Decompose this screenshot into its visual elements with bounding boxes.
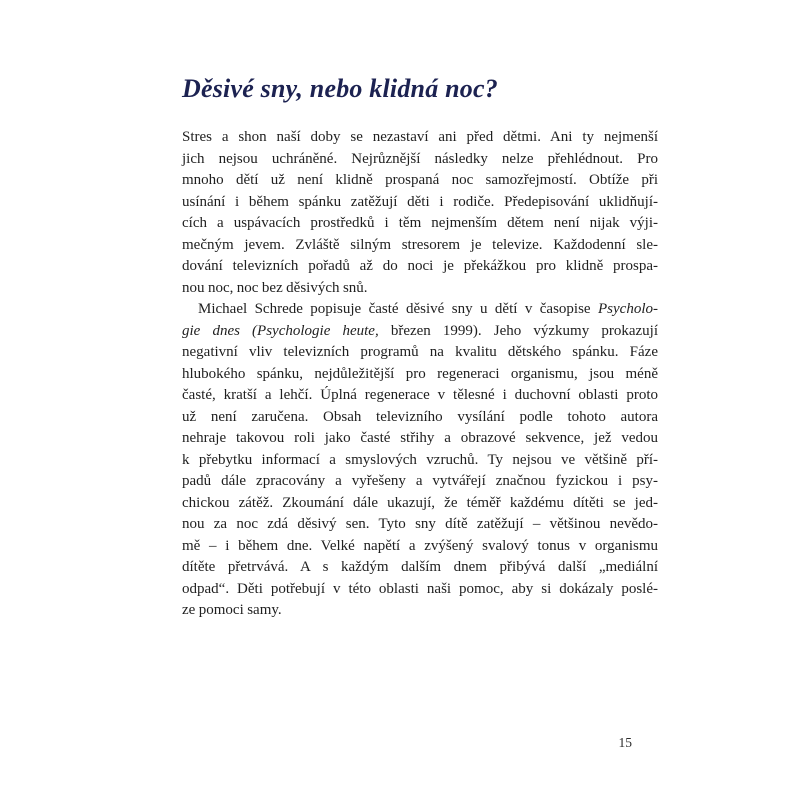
text-line: časté, kratší a lehčí. Úplná regenerace v tělesné i duchovní oblasti proto xyxy=(182,387,658,403)
text-line: jich nejsou uchráněné. Nejrůznější následky nelze přehlédnout. Pro xyxy=(182,150,658,167)
text-line: k přebytku informací a smyslových vzruchů. Ty nejsou ve většině pří- xyxy=(182,451,658,468)
text-line: hlubokého spánku, nejdůležitější pro regeneraci organismu, jsou méně xyxy=(182,365,658,382)
text-line: usínání i během spánku zatěžují děti i rodiče. Předepisování uklidňují- xyxy=(182,193,658,210)
text-line: dování televizních pořadů až do noci je překážkou pro klidně prospa- xyxy=(182,258,658,274)
text-line: dítěte přetrvává. A s každým dalším dnem přibývá další „mediální xyxy=(182,559,658,575)
text-line: odpad“. Děti potřebují v této oblasti naši pomoc, aby si dokázaly poslé- xyxy=(182,580,658,597)
text-line: negativní vliv televizních programů na kvalitu dětského spánku. Fáze xyxy=(182,344,658,360)
text-line: mě – i během dne. Velké napětí a zvýšený svalový tonus v organismu xyxy=(182,537,658,554)
text-line: cích a uspávacích prostředků i těm nejmenším dětem není nijak výji- xyxy=(182,215,658,231)
text-line: chickou zátěž. Zkoumání dále ukazují, že téměř každému dítěti se jed- xyxy=(182,494,658,511)
text-line: gie dnes (Psychologie heute, březen 1999). Jeho výzkumy prokazují xyxy=(182,322,658,339)
text-line: ze pomoci samy. xyxy=(182,602,282,618)
text-line: Stres a shon naší doby se nezastaví ani před dětmi. Ani ty nejmenší xyxy=(182,129,658,145)
page-title: Děsivé sny, nebo klidná noc? xyxy=(182,74,498,103)
text-line: mnoho dětí už není klidně prospaná noc samozřejmostí. Obtíže při xyxy=(182,172,658,188)
text-line: už není zaručena. Obsah televizního vysílání podle tohoto autora xyxy=(182,408,658,425)
text-line: nou noc, noc bez děsivých snů. xyxy=(182,279,368,296)
text-line: nou za noc zdá děsivý sen. Tyto sny dítě zatěžují – většinou nevědo- xyxy=(182,516,658,532)
text-line: nehraje takovou roli jako časté střihy a obrazové sekvence, jež vedou xyxy=(182,430,658,446)
body-text xyxy=(182,127,658,622)
text-line: mečným jevem. Zvláště silným stresorem je televize. Každodenní sle- xyxy=(182,236,658,253)
text-line: padů dále zpracovány a vyřešeny a vytvářejí značnou fyzickou i psy- xyxy=(182,473,658,489)
page-number: 15 xyxy=(618,735,632,750)
text-block xyxy=(182,74,658,622)
text-line: Michael Schrede popisuje časté děsivé sny u dětí v časopise Psycholo- xyxy=(198,301,658,317)
